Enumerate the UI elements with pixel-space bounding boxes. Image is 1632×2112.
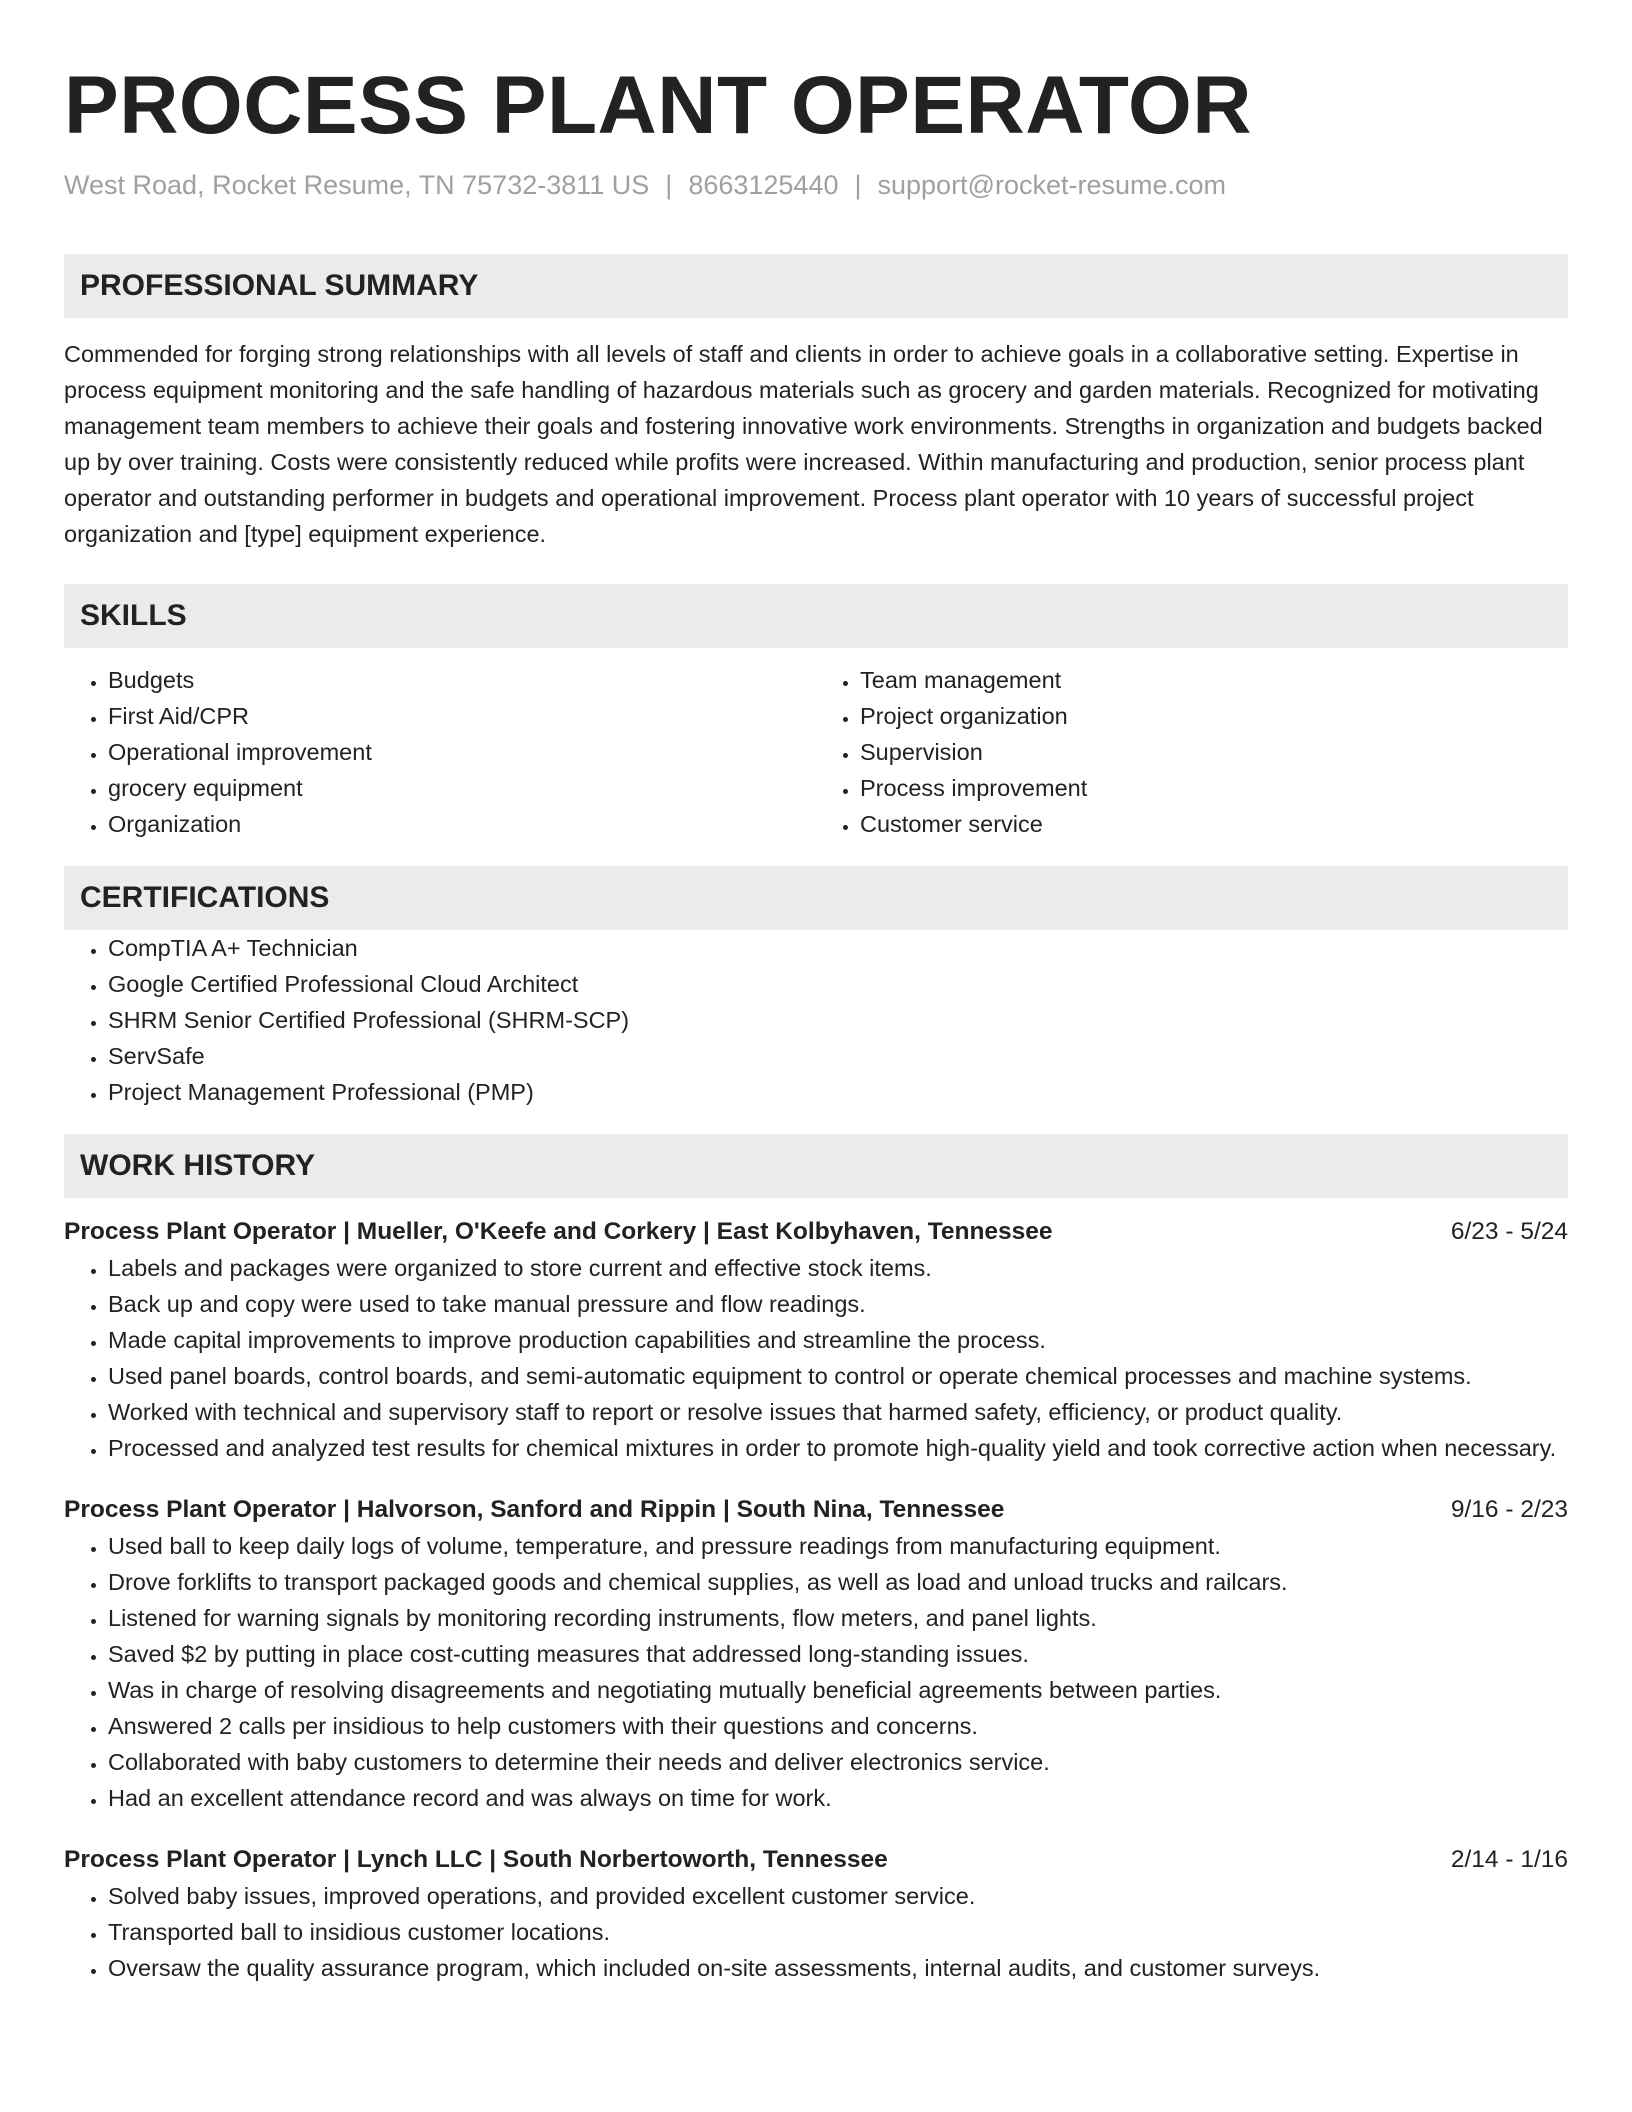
skill-item: • Operational improvement bbox=[108, 734, 816, 770]
job-entry bbox=[64, 1492, 1568, 1816]
skill-item: • grocery equipment bbox=[108, 770, 816, 806]
job-bullets bbox=[64, 1250, 1568, 1466]
contact-line bbox=[64, 168, 1568, 202]
contact-address: West Road, Rocket Resume, TN 75732-3811 US bbox=[64, 170, 650, 200]
certification-item: • SHRM Senior Certified Professional (SHRM-SCP) bbox=[108, 1002, 1568, 1038]
job-title: Process Plant Operator | Lynch LLC | South Norbertoworth, Tennessee bbox=[64, 1846, 888, 1873]
skill-item: • Process improvement bbox=[860, 770, 1568, 806]
job-bullets bbox=[64, 1878, 1568, 1986]
job-entry bbox=[64, 1842, 1568, 1986]
skill-item: • Project organization bbox=[860, 698, 1568, 734]
skill-item: • Customer service bbox=[860, 806, 1568, 842]
job-bullet: • Transported ball to insidious customer locations. bbox=[108, 1914, 1568, 1950]
job-bullet: • Answered 2 calls per insidious to help customers with their questions and concerns. bbox=[108, 1708, 1568, 1744]
job-header bbox=[64, 1842, 1568, 1878]
work-history-section-heading: WORK HISTORY bbox=[64, 1134, 1568, 1198]
job-dates: 6/23 - 5/24 bbox=[1450, 1218, 1568, 1245]
job-bullets bbox=[64, 1528, 1568, 1816]
skills-grid bbox=[64, 662, 1568, 842]
contact-separator: | bbox=[854, 170, 862, 200]
summary-text: Commended for forging strong relationships with all levels of staff and clients in order to achieve goals in a collaborative setting. Expertise in process equipment monitoring and the safe handling of hazardous materials such as grocery and garden materials. Recognized for motivating management team members to achieve their goals and fostering innovative work environments. Strengths in organization and budgets backed up by over training. Costs were consistently reduced while profits were increased. Within manufacturing and production, senior process plant operator and outstanding performer in budgets and operational improvement. Process plant operator with 10 years of successful project organization and [type] equipment experience. bbox=[64, 341, 1543, 547]
skills-left-list bbox=[64, 662, 816, 842]
job-bullet: • Labels and packages were organized to store current and effective stock items. bbox=[108, 1250, 1568, 1286]
certification-item: • ServSafe bbox=[108, 1038, 1568, 1074]
job-bullet: • Made capital improvements to improve production capabilities and streamline the process. bbox=[108, 1322, 1568, 1358]
job-bullet: • Used ball to keep daily logs of volume, temperature, and pressure readings from manufacturing equipment. bbox=[108, 1528, 1568, 1564]
contact-email: support@rocket-resume.com bbox=[877, 170, 1227, 200]
certification-item: • CompTIA A+ Technician bbox=[108, 930, 1568, 966]
job-bullet: • Drove forklifts to transport packaged goods and chemical supplies, as well as load and unload trucks and railcars. bbox=[108, 1564, 1568, 1600]
skill-item: • Team management bbox=[860, 662, 1568, 698]
certification-item: • Project Management Professional (PMP) bbox=[108, 1074, 1568, 1110]
contact-phone: 8663125440 bbox=[688, 170, 839, 200]
candidate-title: PROCESS PLANT OPERATOR bbox=[64, 60, 1252, 151]
skill-item: • First Aid/CPR bbox=[108, 698, 816, 734]
job-dates: 9/16 - 2/23 bbox=[1450, 1496, 1568, 1523]
certifications-section-heading: CERTIFICATIONS bbox=[64, 866, 1568, 930]
job-bullet: • Listened for warning signals by monitoring recording instruments, flow meters, and panel lights. bbox=[108, 1600, 1568, 1636]
skill-item: • Organization bbox=[108, 806, 816, 842]
summary-section-heading: PROFESSIONAL SUMMARY bbox=[64, 254, 1568, 318]
skills-section-heading: SKILLS bbox=[64, 584, 1568, 648]
job-bullet: • Was in charge of resolving disagreements and negotiating mutually beneficial agreements between parties. bbox=[108, 1672, 1568, 1708]
job-dates: 2/14 - 1/16 bbox=[1450, 1846, 1568, 1873]
job-bullet: • Worked with technical and supervisory staff to report or resolve issues that harmed safety, efficiency, or product quality. bbox=[108, 1394, 1568, 1430]
skill-item: • Budgets bbox=[108, 662, 816, 698]
job-bullet: • Had an excellent attendance record and was always on time for work. bbox=[108, 1780, 1568, 1816]
job-bullet: • Saved $2 by putting in place cost-cutting measures that addressed long-standing issues. bbox=[108, 1636, 1568, 1672]
job-bullet: • Back up and copy were used to take manual pressure and flow readings. bbox=[108, 1286, 1568, 1322]
certifications-list bbox=[64, 930, 1568, 1110]
job-header bbox=[64, 1214, 1568, 1250]
job-bullet: • Processed and analyzed test results for chemical mixtures in order to promote high-quality yield and took corrective action when necessary. bbox=[108, 1430, 1568, 1466]
contact-separator: | bbox=[665, 170, 673, 200]
job-bullet: • Used panel boards, control boards, and semi-automatic equipment to control or operate chemical processes and machine systems. bbox=[108, 1358, 1568, 1394]
job-bullet: • Oversaw the quality assurance program, which included on-site assessments, internal audits, and customer surveys. bbox=[108, 1950, 1568, 1986]
job-bullet: • Solved baby issues, improved operations, and provided excellent customer service. bbox=[108, 1878, 1568, 1914]
skill-item: • Supervision bbox=[860, 734, 1568, 770]
certification-item: • Google Certified Professional Cloud Architect bbox=[108, 966, 1568, 1002]
job-title: Process Plant Operator | Halvorson, Sanford and Rippin | South Nina, Tennessee bbox=[64, 1496, 1005, 1523]
skills-right-list bbox=[816, 662, 1568, 842]
job-bullet: • Collaborated with baby customers to determine their needs and deliver electronics service. bbox=[108, 1744, 1568, 1780]
job-entry bbox=[64, 1214, 1568, 1466]
job-header bbox=[64, 1492, 1568, 1528]
job-title: Process Plant Operator | Mueller, O'Keefe and Corkery | East Kolbyhaven, Tennessee bbox=[64, 1218, 1053, 1245]
